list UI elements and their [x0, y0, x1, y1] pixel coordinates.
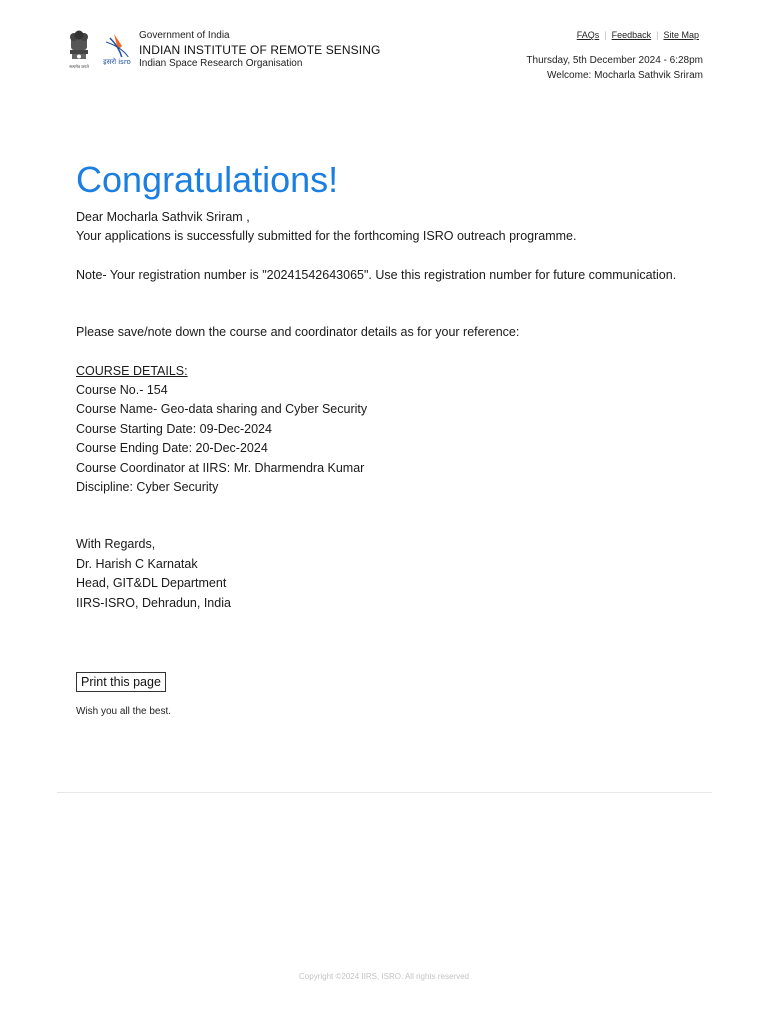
org-name: Indian Space Research Organisation: [139, 58, 303, 69]
message-body: [76, 208, 696, 613]
emblem-caption: सत्यमेव जयते: [69, 64, 89, 69]
greeting: Dear Mocharla Sathvik Sriram ,: [76, 210, 250, 224]
course-start-date: Course Starting Date: 09-Dec-2024: [76, 421, 272, 436]
course-end-date: Course Ending Date: 20-Dec-2024: [76, 441, 268, 456]
course-name: Course Name- Geo-data sharing and Cyber Security: [76, 402, 368, 417]
top-links: FAQs | Feedback | Site Map: [576, 30, 699, 40]
course-details-heading: COURSE DETAILS:: [76, 363, 188, 378]
registration-note: Note- Your registration number is "20241542643065". Use this registration number for future communication.: [76, 267, 677, 282]
footer-divider: [57, 792, 712, 793]
print-page-button[interactable]: Print this page: [76, 672, 166, 692]
main-content: [76, 158, 696, 613]
copyright-text: Copyright ©2024 IIRS, ISRO. All rights reserved: [299, 972, 469, 981]
sitemap-link[interactable]: Site Map: [663, 30, 699, 40]
gov-line: Government of India: [139, 30, 230, 41]
save-note: Please save/note down the course and coordinator details as for your reference:: [76, 325, 520, 340]
isro-logo-icon: [96, 30, 138, 70]
institute-name: INDIAN INSTITUTE OF REMOTE SENSING: [139, 43, 381, 57]
current-datetime: Thursday, 5th December 2024 - 6:28pm: [526, 55, 703, 66]
isro-logo-text: इसरो isro: [103, 58, 131, 66]
course-coordinator: Course Coordinator at IIRS: Mr. Dharmendra Kumar: [76, 460, 365, 475]
page-title: Congratulations!: [76, 159, 339, 200]
faqs-link[interactable]: FAQs: [576, 30, 600, 40]
welcome-user: Welcome: Mocharla Sathvik Sriram: [547, 70, 703, 81]
course-discipline: Discipline: Cyber Security: [76, 480, 219, 495]
wish-message: Wish you all the best.: [76, 706, 172, 717]
org-name-block: [139, 29, 380, 71]
signer-title: Head, GIT&DL Department: [76, 576, 227, 591]
national-emblem-icon: [64, 28, 94, 72]
regards-line: With Regards,: [76, 537, 156, 552]
course-number: Course No.- 154: [76, 383, 168, 398]
feedback-link[interactable]: Feedback: [611, 30, 652, 40]
submission-message: Your applications is successfully submitted for the forthcoming ISRO outreach programme.: [76, 229, 577, 244]
page-header: [0, 0, 768, 100]
signer-name: Dr. Harish C Karnatak: [76, 556, 198, 571]
signer-org: IIRS-ISRO, Dehradun, India: [76, 595, 231, 610]
